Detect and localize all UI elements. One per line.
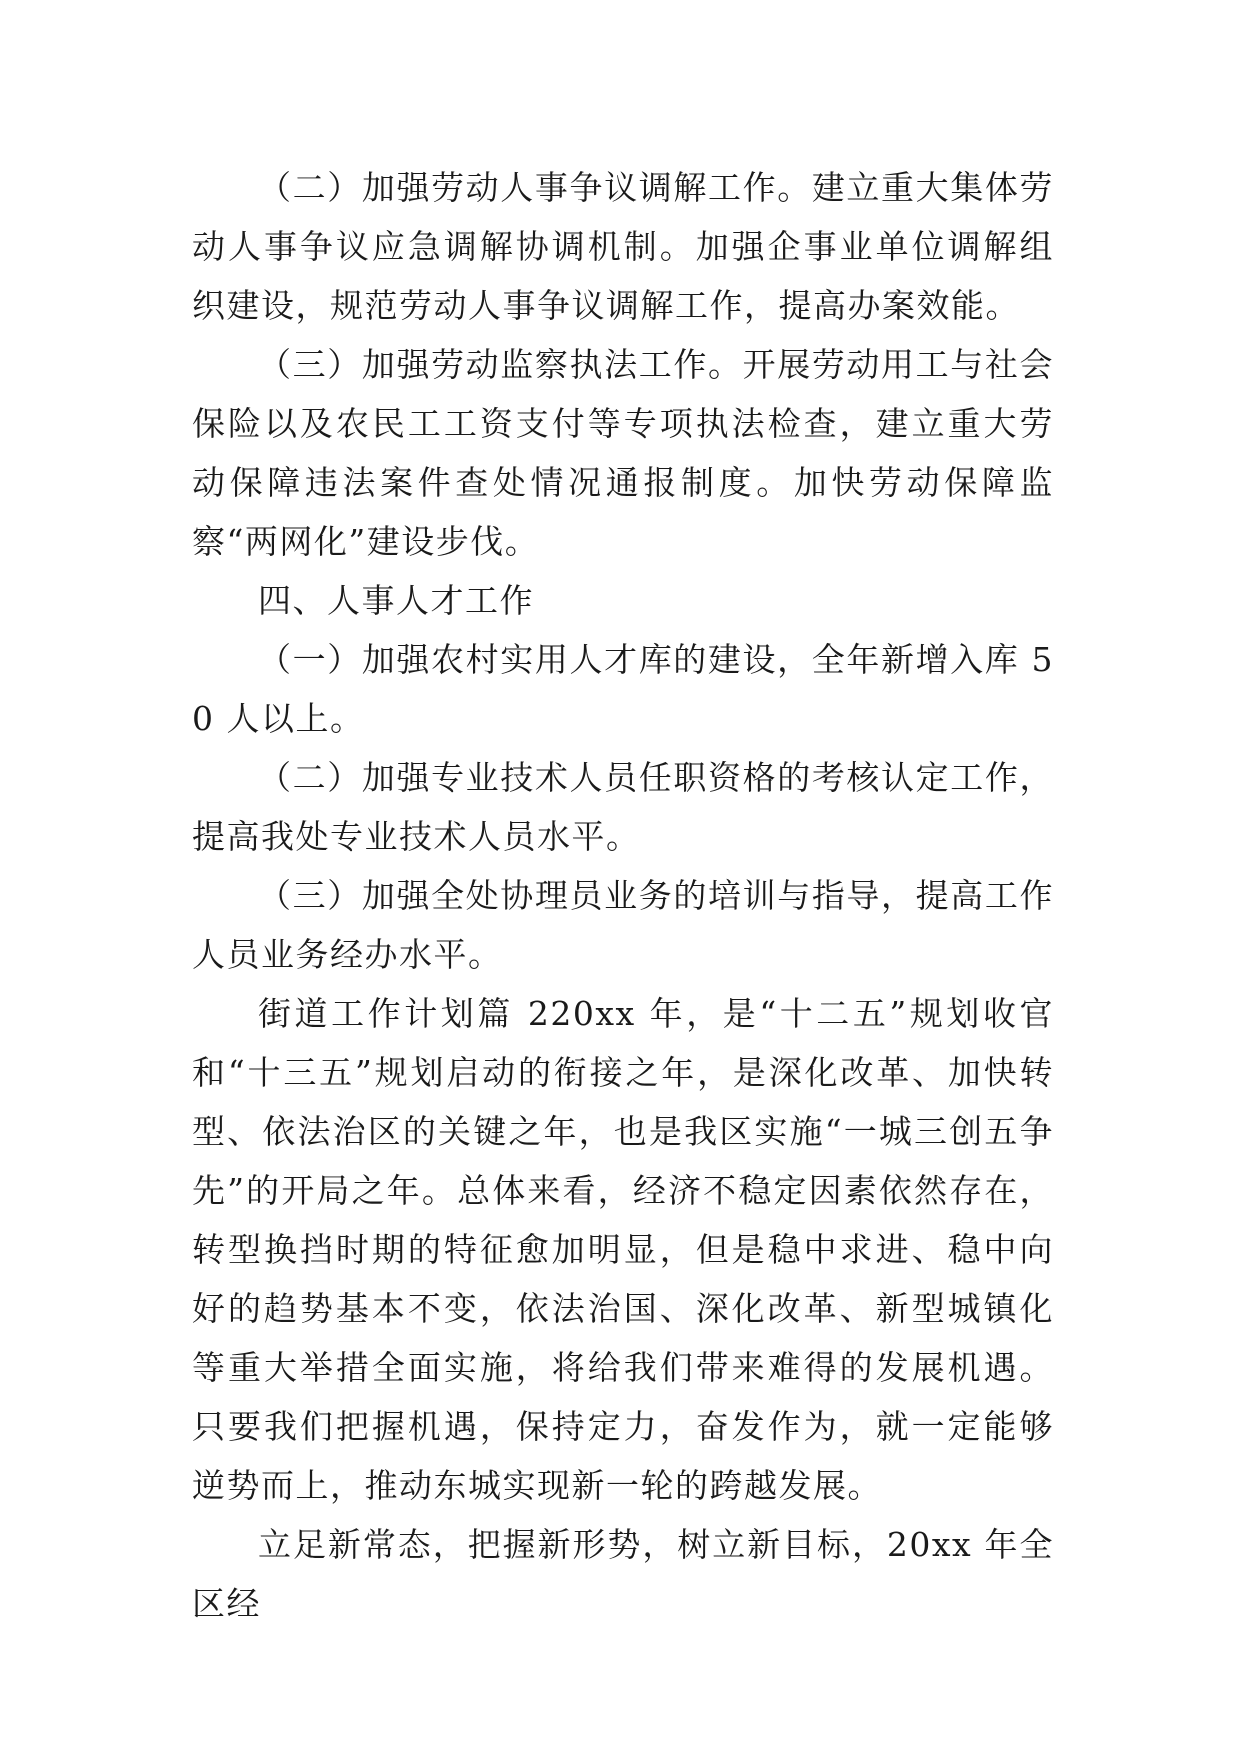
- paragraph-assistant-training: （三）加强全处协理员业务的培训与指导，提高工作人员业务经办水平。: [192, 876, 1054, 974]
- paragraph-street-work-plan: 街道工作计划篇 220xx 年，是“十二五”规划收官和“十三五”规划启动的衔接之年，是深化改革、加快转型、依法治区的关键之年，也是我区实施“一城三创五争先”的开局之年。总体来看，经济不稳定因素依然存在，转型换挡时期的特征愈加明显，但是稳中求进、稳中向好的趋势基本不变，依法治国、深化改革、新型城镇化等重大举措全面实施，将给我们带来难得的发展机遇。只要我们把握机遇，保持定力，奋发作为，就一定能够逆势而上，推动东城实现新一轮的跨越发展。: [192, 994, 1054, 1505]
- paragraph-professional-qualification: （二）加强专业技术人员任职资格的考核认定工作，提高我处专业技术人员水平。: [192, 758, 1054, 856]
- document-body: [192, 158, 1054, 1633]
- paragraph-labor-inspection: （三）加强劳动监察执法工作。开展劳动用工与社会保险以及农民工工资支付等专项执法检查，建立重大劳动保障违法案件查处情况通报制度。加快劳动保障监察“两网化”建设步伐。: [192, 345, 1054, 561]
- paragraph-labor-dispute-mediation: （二）加强劳动人事争议调解工作。建立重大集体劳动人事争议应急调解协调机制。加强企事业单位调解组织建设，规范劳动人事争议调解工作，提高办案效能。: [192, 168, 1054, 325]
- paragraph-rural-talent-pool: （一）加强农村实用人才库的建设，全年新增入库 50 人以上。: [192, 640, 1054, 738]
- paragraph-new-normal: 立足新常态，把握新形势，树立新目标，20xx 年全区经: [192, 1525, 1054, 1623]
- section-heading-personnel-talent: 四、人事人才工作: [258, 581, 534, 620]
